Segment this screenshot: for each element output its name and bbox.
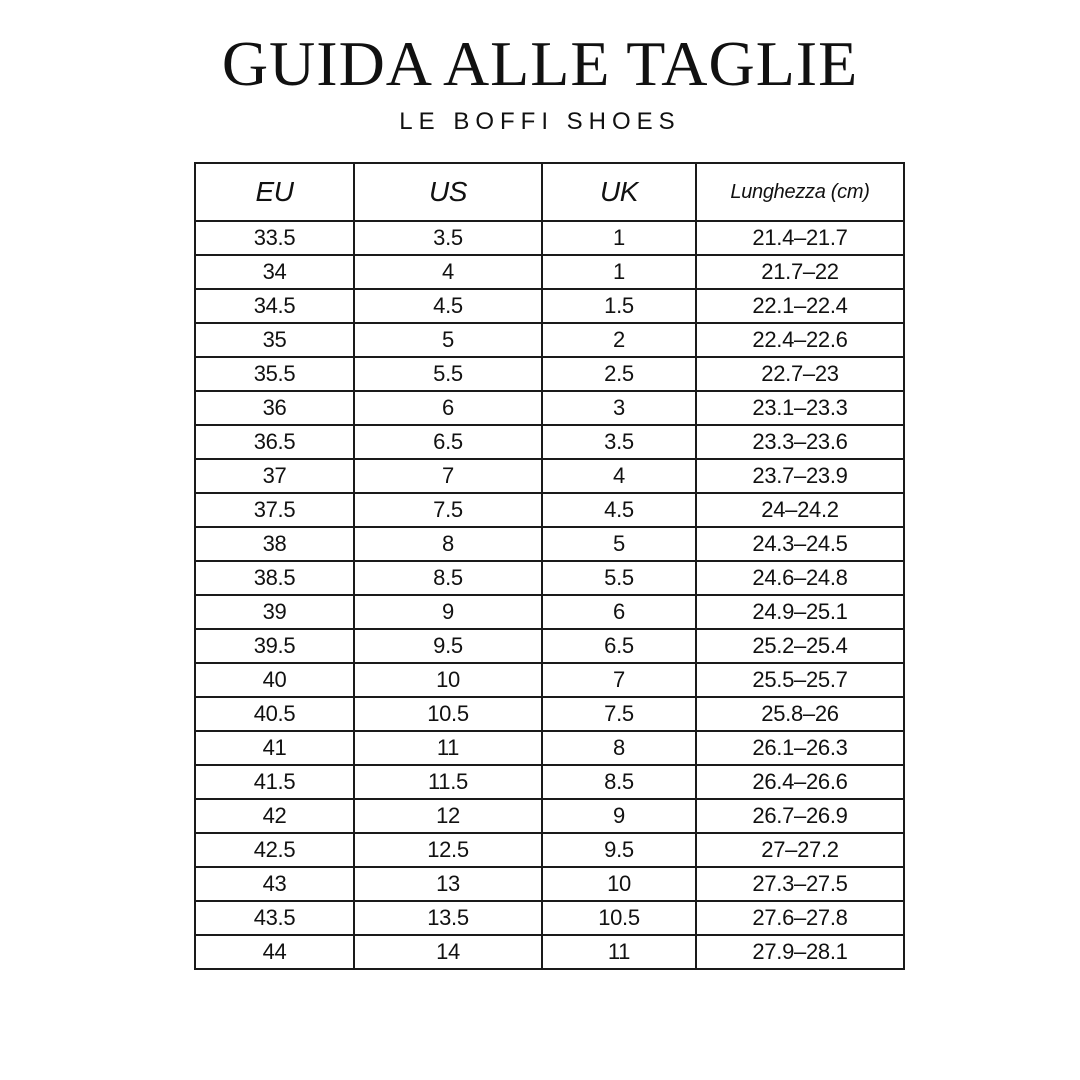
table-row [195, 221, 904, 255]
cell-us: 10.5 [354, 697, 542, 731]
table-row [195, 459, 904, 493]
cell-uk: 10 [542, 867, 696, 901]
cell-us: 12 [354, 799, 542, 833]
cell-eu: 43 [195, 867, 354, 901]
cell-uk: 1 [542, 255, 696, 289]
cell-eu: 33.5 [195, 221, 354, 255]
cell-uk: 7.5 [542, 697, 696, 731]
table-row [195, 765, 904, 799]
cell-length-cm: 23.7–23.9 [696, 459, 904, 493]
cell-uk: 11 [542, 935, 696, 969]
cell-eu: 39 [195, 595, 354, 629]
cell-uk: 4 [542, 459, 696, 493]
cell-uk: 6 [542, 595, 696, 629]
cell-length-cm: 27–27.2 [696, 833, 904, 867]
cell-us: 8.5 [354, 561, 542, 595]
cell-us: 14 [354, 935, 542, 969]
cell-eu: 42 [195, 799, 354, 833]
cell-uk: 5.5 [542, 561, 696, 595]
cell-length-cm: 26.7–26.9 [696, 799, 904, 833]
cell-us: 9.5 [354, 629, 542, 663]
table-row [195, 833, 904, 867]
cell-length-cm: 24–24.2 [696, 493, 904, 527]
table-row [195, 867, 904, 901]
cell-eu: 37.5 [195, 493, 354, 527]
cell-uk: 8 [542, 731, 696, 765]
cell-uk: 1.5 [542, 289, 696, 323]
page-title: GUIDA ALLE TAGLIE [221, 28, 859, 99]
cell-eu: 38.5 [195, 561, 354, 595]
cell-length-cm: 26.1–26.3 [696, 731, 904, 765]
cell-uk: 4.5 [542, 493, 696, 527]
cell-uk: 6.5 [542, 629, 696, 663]
cell-length-cm: 24.3–24.5 [696, 527, 904, 561]
cell-uk: 5 [542, 527, 696, 561]
table-row [195, 799, 904, 833]
cell-length-cm: 21.7–22 [696, 255, 904, 289]
cell-length-cm: 25.5–25.7 [696, 663, 904, 697]
cell-us: 12.5 [354, 833, 542, 867]
cell-uk: 3 [542, 391, 696, 425]
cell-eu: 40 [195, 663, 354, 697]
cell-eu: 43.5 [195, 901, 354, 935]
cell-length-cm: 22.7–23 [696, 357, 904, 391]
cell-eu: 38 [195, 527, 354, 561]
cell-us: 6 [354, 391, 542, 425]
table-row [195, 561, 904, 595]
brand-subtitle: LE BOFFI SHOES [399, 108, 681, 135]
cell-eu: 40.5 [195, 697, 354, 731]
table-row [195, 425, 904, 459]
cell-us: 9 [354, 595, 542, 629]
table-row [195, 527, 904, 561]
cell-length-cm: 24.9–25.1 [696, 595, 904, 629]
cell-uk: 2 [542, 323, 696, 357]
header-us: US [354, 163, 542, 221]
cell-us: 7 [354, 459, 542, 493]
cell-us: 11 [354, 731, 542, 765]
cell-uk: 7 [542, 663, 696, 697]
cell-us: 5.5 [354, 357, 542, 391]
cell-uk: 9 [542, 799, 696, 833]
cell-eu: 42.5 [195, 833, 354, 867]
table-row [195, 595, 904, 629]
cell-us: 4 [354, 255, 542, 289]
table-row [195, 731, 904, 765]
cell-us: 4.5 [354, 289, 542, 323]
table-row [195, 935, 904, 969]
cell-us: 8 [354, 527, 542, 561]
cell-us: 3.5 [354, 221, 542, 255]
cell-uk: 8.5 [542, 765, 696, 799]
cell-length-cm: 22.4–22.6 [696, 323, 904, 357]
table-row [195, 289, 904, 323]
cell-eu: 35.5 [195, 357, 354, 391]
cell-uk: 1 [542, 221, 696, 255]
table-row [195, 323, 904, 357]
cell-uk: 9.5 [542, 833, 696, 867]
cell-eu: 35 [195, 323, 354, 357]
header-row [195, 163, 904, 221]
cell-eu: 36.5 [195, 425, 354, 459]
cell-length-cm: 25.2–25.4 [696, 629, 904, 663]
table-row [195, 255, 904, 289]
cell-eu: 34.5 [195, 289, 354, 323]
size-chart-table [194, 162, 905, 970]
cell-eu: 39.5 [195, 629, 354, 663]
table-row [195, 901, 904, 935]
cell-length-cm: 24.6–24.8 [696, 561, 904, 595]
cell-eu: 36 [195, 391, 354, 425]
cell-eu: 37 [195, 459, 354, 493]
header-length-cm: Lunghezza (cm) [696, 163, 904, 221]
header-uk: UK [542, 163, 696, 221]
cell-length-cm: 27.9–28.1 [696, 935, 904, 969]
table-header [195, 163, 904, 221]
cell-eu: 34 [195, 255, 354, 289]
cell-length-cm: 22.1–22.4 [696, 289, 904, 323]
cell-us: 11.5 [354, 765, 542, 799]
header-eu: EU [195, 163, 354, 221]
table-body [195, 221, 904, 969]
cell-eu: 41.5 [195, 765, 354, 799]
table-row [195, 391, 904, 425]
cell-us: 13 [354, 867, 542, 901]
cell-us: 6.5 [354, 425, 542, 459]
table-row [195, 663, 904, 697]
cell-length-cm: 26.4–26.6 [696, 765, 904, 799]
cell-us: 5 [354, 323, 542, 357]
cell-length-cm: 27.3–27.5 [696, 867, 904, 901]
cell-eu: 41 [195, 731, 354, 765]
table-row [195, 357, 904, 391]
cell-length-cm: 21.4–21.7 [696, 221, 904, 255]
cell-length-cm: 27.6–27.8 [696, 901, 904, 935]
cell-length-cm: 23.1–23.3 [696, 391, 904, 425]
cell-uk: 2.5 [542, 357, 696, 391]
cell-us: 7.5 [354, 493, 542, 527]
table-row [195, 629, 904, 663]
table-row [195, 493, 904, 527]
cell-length-cm: 25.8–26 [696, 697, 904, 731]
cell-us: 10 [354, 663, 542, 697]
table-row [195, 697, 904, 731]
cell-uk: 10.5 [542, 901, 696, 935]
cell-us: 13.5 [354, 901, 542, 935]
cell-eu: 44 [195, 935, 354, 969]
cell-length-cm: 23.3–23.6 [696, 425, 904, 459]
cell-uk: 3.5 [542, 425, 696, 459]
